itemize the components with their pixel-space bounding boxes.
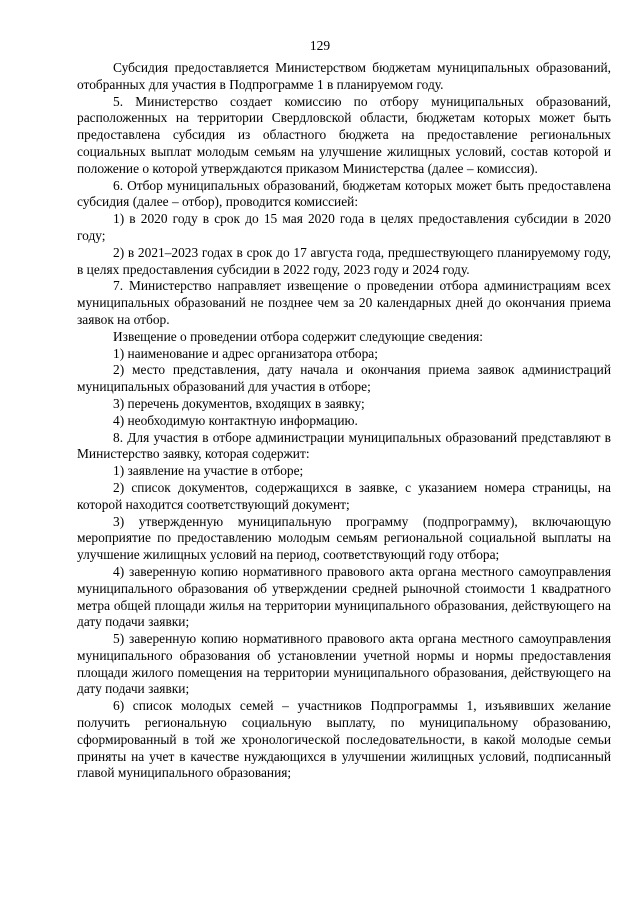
paragraph: Субсидия предоставляется Министерством бюджетам муниципальных образований, отобранных для участия в Подпрограмме 1 в планируемом году. xyxy=(77,60,611,92)
page-number: 129 xyxy=(309,38,331,53)
paragraph: 5) заверенную копию нормативного правового акта органа местного самоуправления муниципального образования об установлении учетной нормы и нормы предоставления площади жилого помещения на территории муниципального образования, действующего на дату подачи заявки; xyxy=(77,631,611,697)
paragraph: 4) заверенную копию нормативного правового акта органа местного самоуправления муниципального образования об утверждении средней рыночной стоимости 1 квадратного метра общей площади жилья на территории муниципального образования, действующего на дату подачи заявки; xyxy=(77,563,611,630)
paragraph: 3) перечень документов, входящих в заявку; xyxy=(113,395,365,411)
paragraph: 1) в 2020 году в срок до 15 мая 2020 года в целях предоставления субсидии в 2020 году; xyxy=(77,211,611,243)
paragraph: 6) список молодых семей – участников Подпрограммы 1, изъявивших желание получить региональную социальную выплату, по муниципальному образованию, сформированный в той же хронологической последовательности, в какой молодые семьи приняты на учет в качестве нуждающихся в улучшении жилищных условий, подписанный главой муниципального образования; xyxy=(77,698,611,781)
paragraph: 6. Отбор муниципальных образований, бюджетам которых может быть предоставлена субсидия (далее – отбор), проводится комиссией: xyxy=(77,177,611,210)
paragraph: 7. Министерство направляет извещение о проведении отбора администрациям всех муниципальных образований не позднее чем за 20 календарных дней до окончания приема заявок на отбор. xyxy=(77,278,611,327)
paragraph: 8. Для участия в отборе администрации муниципальных образований представляют в Министерство заявку, которая содержит: xyxy=(77,429,611,462)
paragraph: 1) наименование и адрес организатора отбора; xyxy=(113,345,378,361)
document-body xyxy=(77,60,611,782)
paragraph: 1) заявление на участие в отборе; xyxy=(113,463,304,479)
paragraph: 3) утвержденную муниципальную программу (подпрограмму), включающую мероприятие по предоставлению молодым семьям региональной социальной выплаты на улучшение жилищных условий на период, соответствующий году отбора; xyxy=(77,513,611,563)
paragraph: 2) список документов, содержащихся в заявке, с указанием номера страницы, на которой находится соответствующий документ; xyxy=(77,479,611,512)
paragraph: Извещение о проведении отбора содержит следующие сведения: xyxy=(113,328,484,344)
paragraph: 2) место представления, дату начала и окончания приема заявок администраций муниципальных образований для участия в отборе; xyxy=(77,362,611,395)
paragraph: 5. Министерство создает комиссию по отбору муниципальных образований, расположенных на территории Свердловской области, бюджетам которых может быть предоставлена субсидия из областного бюджета на предоставление региональных социальных выплат молодым семьям на улучшение жилищных условий, состав которой и положение о которой утверждаются приказом Министерства (далее – комиссия). xyxy=(77,93,611,176)
paragraph: 4) необходимую контактную информацию. xyxy=(113,412,358,428)
paragraph: 2) в 2021–2023 годах в срок до 17 августа года, предшествующего планируемому году, в целях предоставления субсидии в 2022 году, 2023 году и 2024 году. xyxy=(77,244,611,277)
